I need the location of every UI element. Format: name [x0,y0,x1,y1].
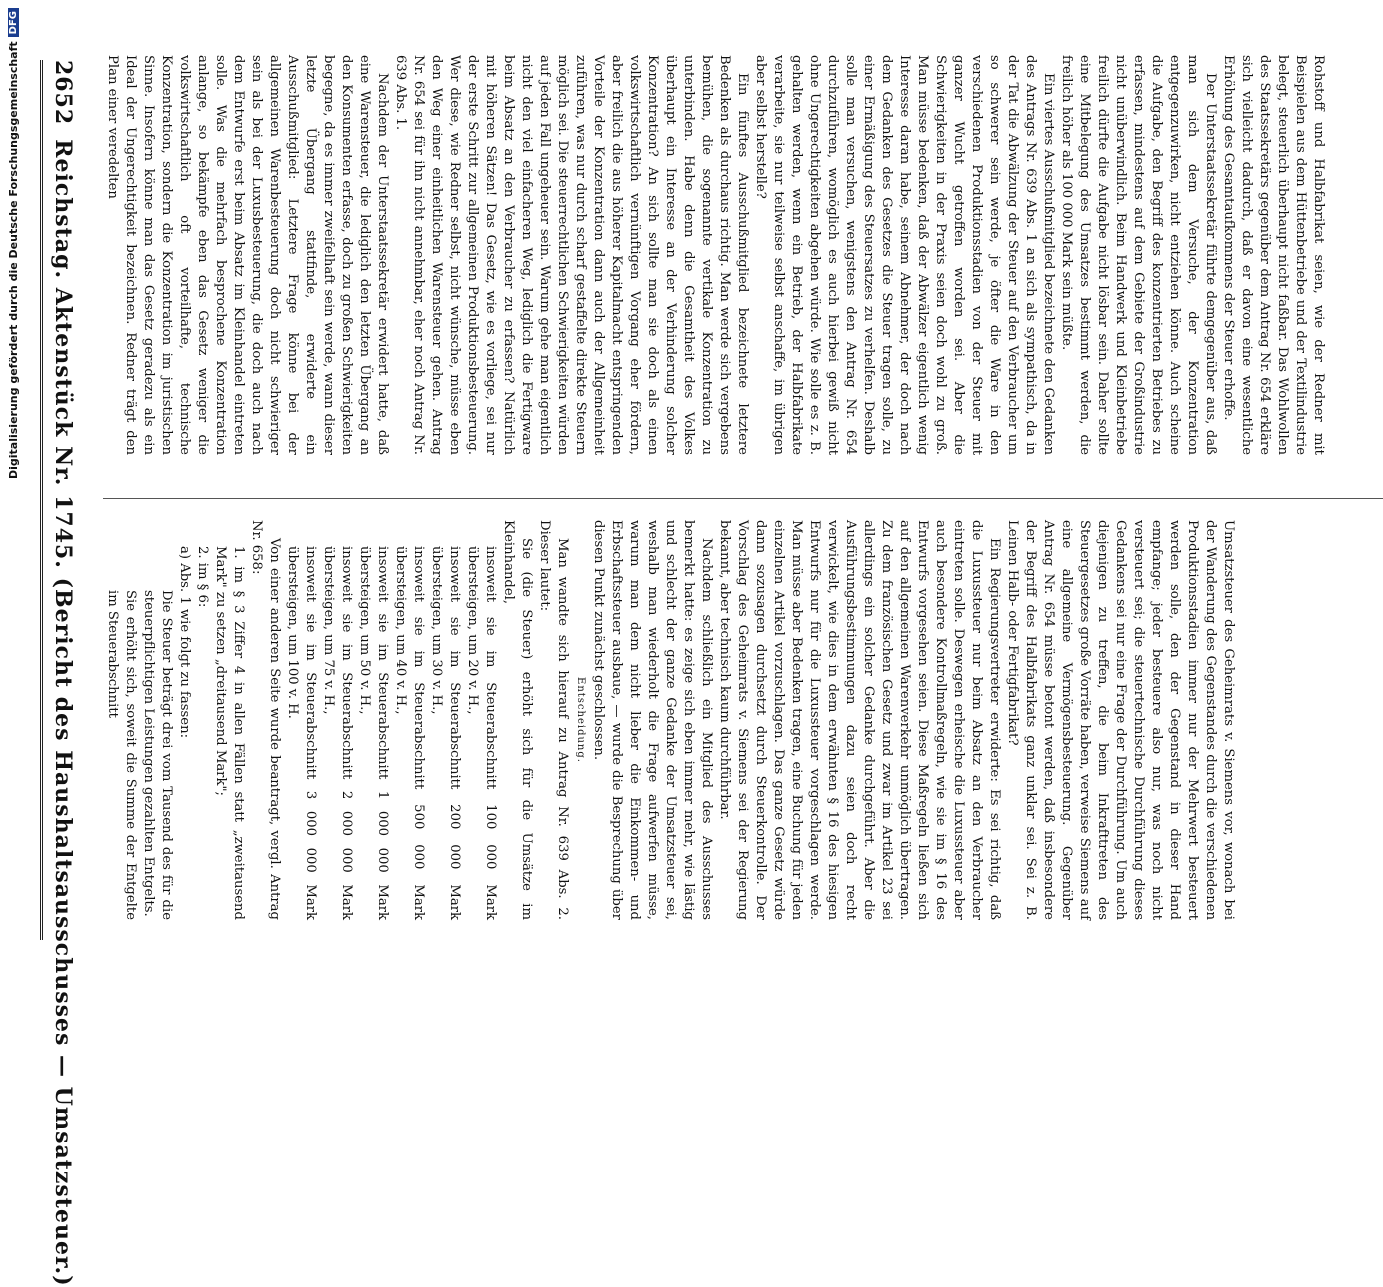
column-divider [103,498,1383,499]
vote-intro: Man wandte sich hierauf zu Antrag Nr. 639 Abs. 2. Dieser lautet: [537,520,570,920]
paragraph: Nachdem schließlich ein Mitglied des Ausschusses bemerkt hatte: es zeige sich eben immer mehr, wie lästig und schlecht der ganze Gedanke der Umsatzsteuer sei, weshalb man wiederholt die Frage aufwerfen müsse, warum man dem nicht lieber die Einkommen- und Erbschaftssteuer ausbaue, — wurde die Besprechung über diesen Punkt zunächst geschlossen. [591,520,714,920]
amendment-item: 2. im § 6: [195,546,210,608]
other-side-motion: Von einer anderen Seite wurde beantragt, vergl. Antrag Nr. 658: [249,520,282,920]
paragraph: Umsatzsteuer des Geheimrats v. Siemens vor, wonach bei der Wanderung des Gegenstandes durch die verschiedenen Produktionsstadien immer nur der Mehrwert besteuert werden solle, den der Gegenstand in dieser Hand empfange; jeder besteuere also nur, was noch nicht versteuert sei; die steuertechnische Durchführung dieses Gedankens sei nur eine Frage der Durchführung. Um auch diejenigen zu treffen, die beim Inkrafttreten des Steuergesetzes große Vorräte haben, verweise Siemens auf eine allgemeine Vermögensbesteuerung. Gegenüber Antrag Nr. 654 müsse betont werden, daß insbesondere der Begriff des Halbfabrikats ganz unklar sei. Sei z. B. Leinen Halb- oder Fertigfabrikat? [1005,520,1236,920]
quoted-text: Die Steuer beträgt drei vom Tausend des für die steuerpflichtigen Leistungen gezahlten Entgelts. [141,590,174,920]
quoted-text: Sie erhöht sich, soweit die Summe der Entgelte im Steuerabschnitt [105,590,138,920]
paragraph: Der Unterstaatssekretär führte demgegenüber aus, daß man sich dem Versuche, der Konzentration entgegenzuwirken, nicht entziehen könne. Auch scheine die Aufgabe, den Begriff des konzentrierten Betriebes zu erfassen, mindestens auf dem Gebiete der Großindustrie nicht unüberwindlich. Beim Handwerk und Kleinbetriebe freilich dürfte die Aufgabe nicht lösbar sein. Daher sollte eine Mitbelegung des Umsatzes bestimmt werden, die freilich höher als 100 000 Mark sein müßte. [1059,55,1218,455]
rate-line: insoweit sie im Steuerabschnitt 2 000 000 Mark übersteigen, um 75 v. H., [321,546,354,920]
amendment-item: a) Abs. 1 wie folgt zu fassen: [177,546,192,739]
paragraph: Ein Regierungsvertreter erwiderte: Es sei richtig, daß die Luxussteuer nur beim Absatz an den Verbraucher eintreten solle. Deswegen erheische die Luxussteuer aber auch besondere Kontrollmaßregeln, wie sie im § 16 des Entwurfs vorgesehen seien. Diese Maßregeln ließen sich auf den allgemeinen Warenverkehr unmöglich übertragen. Zu dem französischen Gesetz und zwar im Artikel 23 sei allerdings ein solcher Gedanke durchgeführt. Aber die Ausführungsbestimmungen dazu seien doch recht verwickelt, wie dies in dem erwähnten § 16 des hiesigen Entwurfs nur für die Luxussteuer vorgeschlagen werde. Man müsse aber Bedenken tragen, eine Buchung für jeden einzelnen Artikel vorzuschlagen. Das ganze Gesetz würde dann sozusagen durchsetzt durch Steuerkontrolle. Der Vorschlag des Geheimrats v. Siemens sei der Regierung bekannt, aber technisch kaum durchführbar. [717,520,1002,920]
paragraph: Nachdem der Unterstaatssekretär erwidert hatte, daß eine Warensteuer, die lediglich den letzten Übergang an den Konsumenten erfasse, doch zu großen Schwierigkeiten begegne, da es immer zweifelhaft sein werde, wann dieser letzte Übergang stattfinde, erwiderte ein Ausschußmitglied: Letztere Frage könne bei der allgemeinen Warenbesteuerung doch nicht schwieriger sein als bei der Luxusbesteuerung, die doch auch nach dem Entwurfe erst beim Absatz im Kleinhandel eintreten solle. Was die mehrfach besprochene Konzentration anlange, so bekämpfe eben das Gesetz weniger die volkswirtschaftlich oft vorteilhafte, technische Konzentration, sondern die Konzentration im juristischen Sinne. Insofern könne man das Gesetz geradezu als ein Ideal der Ungerechtigkeit bezeichnen. Redner trägt den Plan einer veredelten [105,55,390,455]
rate-line: insoweit sie im Steuerabschnitt 500 000 Mark übersteigen, um 40 v. H., [393,546,426,920]
left-column-content [103,55,1327,455]
rate-line: insoweit sie im Steuerabschnitt 1 000 000 Mark übersteigen, um 50 v. H., [357,546,390,920]
header-title: Reichstag. Aktenstück Nr. 1745. (Bericht des Haushaltsausschusses — Umsatzsteuer.) [50,139,76,1287]
paragraph: Rohstoff und Halbfabrikat seien, wie der Redner mit Beispielen aus dem Hüttenbetriebe und der Textilindustrie belegt, steuerlich überhaupt nicht faßbar. Das Wohlwollen des Staatssekretärs gegenüber dem Antrag Nr. 654 erkläre sich vielleicht dadurch, daß er davon eine wesentliche Erhöhung des Gesamtaufkommens der Steuer erhoffe. [1221,55,1326,455]
right-column-content [103,520,1237,920]
credit-text: Digitalisierung gefördert durch die Deutsche Forschungsgemeinschaft [6,41,20,480]
rate-line: insoweit sie im Steuerabschnitt 3 000 000 Mark übersteigen, um 100 v. H. [285,546,318,920]
rate-intro: Sie (die Steuer) erhöht sich für die Umsätze im Kleinhandel, [501,520,534,920]
rate-line: insoweit sie im Steuerabschnitt 100 000 Mark übersteigen, um 20 v. H., [465,546,498,920]
dfg-logo: DFG [8,8,19,37]
right-text-column [103,520,1383,920]
running-header [40,60,83,1287]
page-number: 2652 [50,60,76,126]
section-heading: Entscheidung. [575,677,586,763]
left-text-column [103,55,1383,455]
rate-line: insoweit sie im Steuerabschnitt 200 000 Mark übersteigen, um 30 v. H., [429,546,462,920]
paragraph: Ein viertes Ausschußmitglied bezeichnete den Gedanken des Antrags Nr. 639 Abs. 1 an sich als sympathisch, da in der Tat die Abwälzung der Steuer auf den Verbraucher um so schwerer sein werde, je öfter die Ware in den verschiedenen Produktionsstadien von der Steuer mit ganzer Wucht getroffen worden sei. Aber die Schwierigkeiten in der Praxis seien doch wohl zu groß. Man müsse bedenken, daß der Abwälzer eigentlich wenig Interesse daran habe, seinem Abnehmer, der doch nach dem Gedanken des Gesetzes die Steuer tragen solle, zu einer Ermäßigung des Steuersatzes zu verhelfen. Deshalb solle man versuchen, wenigstens den Antrag Nr. 654 durchzuführen, womöglich es auch hierbei gewiß nicht ohne Ungerechtigkeiten abgehen würde. Wie solle es z. B. gehalten werden, wenn ein Betrieb, der Halbfabrikate verarbeite, sie nur teilweise selbst anschaffe, im übrigen aber selbst herstelle? [753,55,1056,455]
paragraph: Ein fünftes Ausschußmitglied bezeichnete letztere Bedenken als durchaus richtig. Man werde sich vergebens bemühen, die sogenannte vertikale Konzentration zu unterbinden. Habe denn die Gesamtheit des Volkes überhaupt ein Interesse an der Verhinderung solcher Konzentration? An sich sollte man sie doch als einen volkswirtschaftlich vernünftigen Vorgang eher fördern, aber freilich die aus höherer Kapitalmacht entspringenden Vorteile der Konzentration dann auch der Allgemeinheit zuführen, was nur durch scharf gestaffelte direkte Steuern möglich sei. Die steuerrechtlichen Schwierigkeiten würden auf jeden Fall ungeheuer sein. Warum gehe man eigentlich nicht den viel einfacheren Weg, lediglich die Fertigware beim Absatz an den Verbraucher zu erfassen? Natürlich mit höheren Sätzen! Das Gesetz, wie es vorliege, sei nur der erste Schritt zur allgemeinen Produktionsbesteuerung. Wer diese, wie Redner selbst, nicht wünsche, müsse eben den Weg einer einheitlichen Warensteuer gehen. Antrag Nr. 654 sei für ihn nicht annehmbar, eher noch Antrag Nr. 639 Abs. 1. [393,55,750,455]
amendment-item: 1. im § 3 Ziffer 4 in allen Fällen statt „zweitausend Mark" zu setzen „dreitausend Mark"; [213,546,246,920]
